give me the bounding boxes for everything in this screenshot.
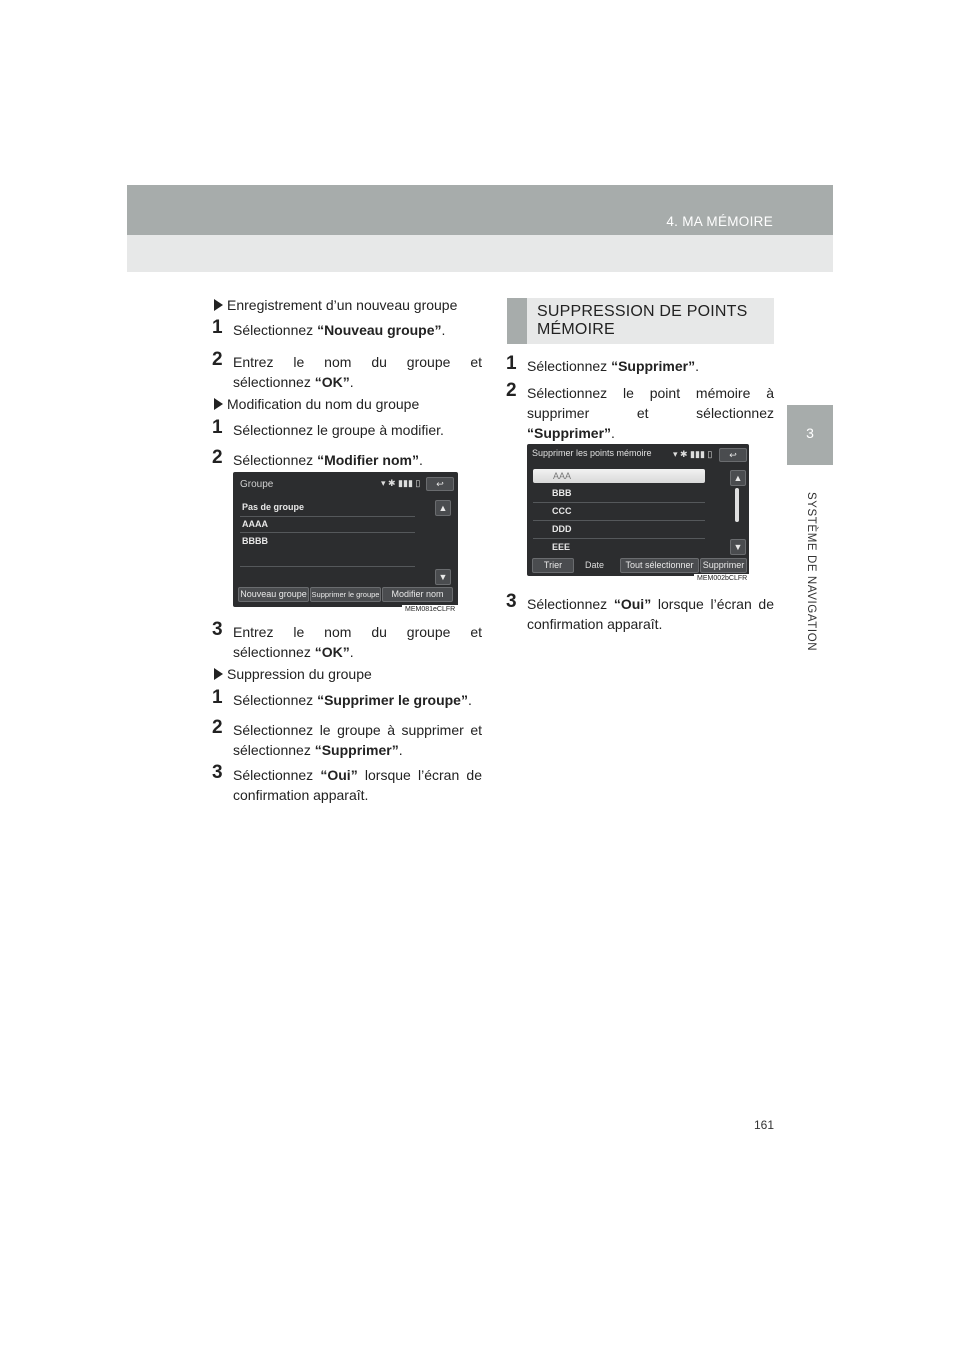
- screen-delete-points: [527, 444, 749, 576]
- step-text: .: [349, 644, 354, 660]
- row-divider: [240, 516, 415, 517]
- row-divider: [533, 502, 705, 503]
- step: [212, 447, 482, 470]
- row-divider: [240, 532, 415, 533]
- side-label: [802, 492, 818, 652]
- subheading-rename-group: [214, 396, 419, 412]
- page-number: 161: [753, 1118, 774, 1132]
- step-text: Entrez le nom du groupe et sélectionnez: [233, 624, 482, 660]
- image-code: MEM081eCLFR: [402, 605, 458, 615]
- step-text: Sélectionnez: [233, 767, 321, 783]
- section-heading: [507, 298, 774, 344]
- list-item[interactable]: AAA: [553, 471, 572, 481]
- step-keyword: “Oui”: [613, 596, 652, 612]
- step: [212, 687, 482, 710]
- select-all-button[interactable]: Tout sélectionner: [620, 558, 699, 573]
- step-text: .: [349, 374, 354, 390]
- step-text: .: [611, 425, 615, 441]
- step: [506, 591, 774, 634]
- back-button[interactable]: ↩: [426, 477, 454, 491]
- scroll-up-button[interactable]: ▲: [435, 500, 451, 516]
- step-text: .: [467, 692, 472, 708]
- step: [212, 717, 482, 760]
- status-icons: ▾ ✱ ▮▮▮ ▯: [673, 449, 713, 459]
- subheading-text: Suppression du groupe: [227, 666, 372, 682]
- step-text: Entrez le nom du groupe et sélectionnez: [233, 354, 482, 390]
- step-text: lorsque l’écran de confirmation apparaît.: [527, 596, 774, 632]
- triangle-bullet-icon: [214, 398, 223, 410]
- step-text: lorsque l’écran de confirmation apparaît.: [233, 767, 482, 803]
- step-text: Sélectionnez le groupe à modifier.: [233, 422, 444, 438]
- list-item[interactable]: DDD: [552, 524, 572, 534]
- step: [212, 349, 482, 392]
- step-keyword: “Supprimer”: [314, 742, 399, 758]
- list-item[interactable]: Pas de groupe: [242, 502, 305, 512]
- step-text: Sélectionnez: [527, 358, 612, 374]
- step: [212, 317, 482, 340]
- step-keyword: “Supprimer le groupe”: [317, 692, 468, 708]
- step-number: 2: [212, 717, 223, 738]
- step: [212, 619, 482, 662]
- screen-title: Groupe: [240, 479, 274, 490]
- step-keyword: “Supprimer”: [611, 358, 696, 374]
- image-code: MEM002bCLFR: [694, 574, 750, 584]
- header-subband: [127, 235, 833, 272]
- triangle-bullet-icon: [214, 299, 223, 311]
- step-keyword: “OK”: [314, 644, 350, 660]
- step-number: 1: [212, 317, 223, 338]
- step-text: Sélectionnez le point mémoire à supprimer et sélectionnez: [527, 385, 774, 421]
- subheading-delete-group: [214, 666, 372, 682]
- step-text: Sélectionnez: [527, 596, 614, 612]
- step-text: .: [441, 322, 446, 338]
- step-number: 2: [212, 349, 223, 370]
- row-divider: [533, 538, 705, 539]
- step: [506, 353, 774, 376]
- rename-button[interactable]: Modifier nom: [382, 587, 453, 602]
- step-text: .: [695, 358, 699, 374]
- step-number: 3: [212, 619, 223, 640]
- chapter-tab: 3: [787, 405, 833, 465]
- screen-groupe: [233, 472, 458, 607]
- status-icons: ▾ ✱ ▮▮▮ ▯: [381, 478, 421, 488]
- sort-mode-label: Date: [585, 560, 605, 570]
- step-keyword: “Nouveau groupe”: [317, 322, 442, 338]
- list-item[interactable]: CCC: [552, 506, 572, 516]
- step-keyword: “Modifier nom”: [317, 452, 419, 468]
- delete-button[interactable]: Supprimer: [700, 558, 747, 573]
- step-keyword: “Oui”: [320, 767, 358, 783]
- list-item[interactable]: EEE: [552, 542, 571, 552]
- step-number: 1: [212, 417, 223, 438]
- chapter-title: 4. MA MÉMOIRE: [666, 214, 773, 229]
- back-button[interactable]: ↩: [719, 448, 747, 462]
- list-item[interactable]: AAAA: [242, 519, 268, 529]
- section-heading-text: SUPPRESSION DE POINTS MÉMOIRE: [537, 303, 748, 338]
- subheading-text: Enregistrement d’un nouveau groupe: [227, 297, 458, 313]
- step-text: .: [398, 742, 403, 758]
- scrollbar-thumb[interactable]: [735, 488, 739, 522]
- new-group-button[interactable]: Nouveau groupe: [238, 587, 309, 602]
- scroll-down-button[interactable]: ▼: [435, 569, 451, 585]
- step-text: Sélectionnez: [233, 322, 318, 338]
- screen-title: Supprimer les points mémoire: [532, 448, 652, 458]
- step-number: 1: [506, 353, 517, 374]
- step: [506, 380, 774, 443]
- list-item[interactable]: BBB: [552, 488, 572, 498]
- subheading-new-group: [214, 297, 457, 313]
- row-divider: [240, 566, 415, 567]
- step: [212, 762, 482, 805]
- step-number: 1: [212, 687, 223, 708]
- header-band: [127, 185, 833, 235]
- subheading-text: Modification du nom du groupe: [227, 396, 420, 412]
- step-text: Sélectionnez: [233, 692, 318, 708]
- delete-group-button[interactable]: Supprimer le groupe: [310, 587, 381, 602]
- list-item[interactable]: BBBB: [242, 536, 268, 546]
- step-text: .: [418, 452, 423, 468]
- step-number: 3: [212, 762, 223, 783]
- section-heading-bar: [507, 298, 527, 344]
- side-label-text: SYSTÈME DE NAVIGATION: [805, 492, 817, 652]
- scroll-up-button[interactable]: ▲: [730, 470, 746, 486]
- step-keyword: “OK”: [314, 374, 350, 390]
- step-text: Sélectionnez: [233, 452, 318, 468]
- scroll-down-button[interactable]: ▼: [730, 539, 746, 555]
- step-number: 2: [212, 447, 223, 468]
- step-number: 3: [506, 591, 517, 612]
- row-divider: [533, 520, 705, 521]
- triangle-bullet-icon: [214, 668, 223, 680]
- step-keyword: “Supprimer”: [527, 425, 612, 441]
- step-number: 2: [506, 380, 517, 401]
- sort-button[interactable]: Trier: [532, 558, 574, 573]
- step-text: Sélectionnez le groupe à supprimer et sélectionnez: [233, 722, 482, 758]
- step: [212, 417, 482, 440]
